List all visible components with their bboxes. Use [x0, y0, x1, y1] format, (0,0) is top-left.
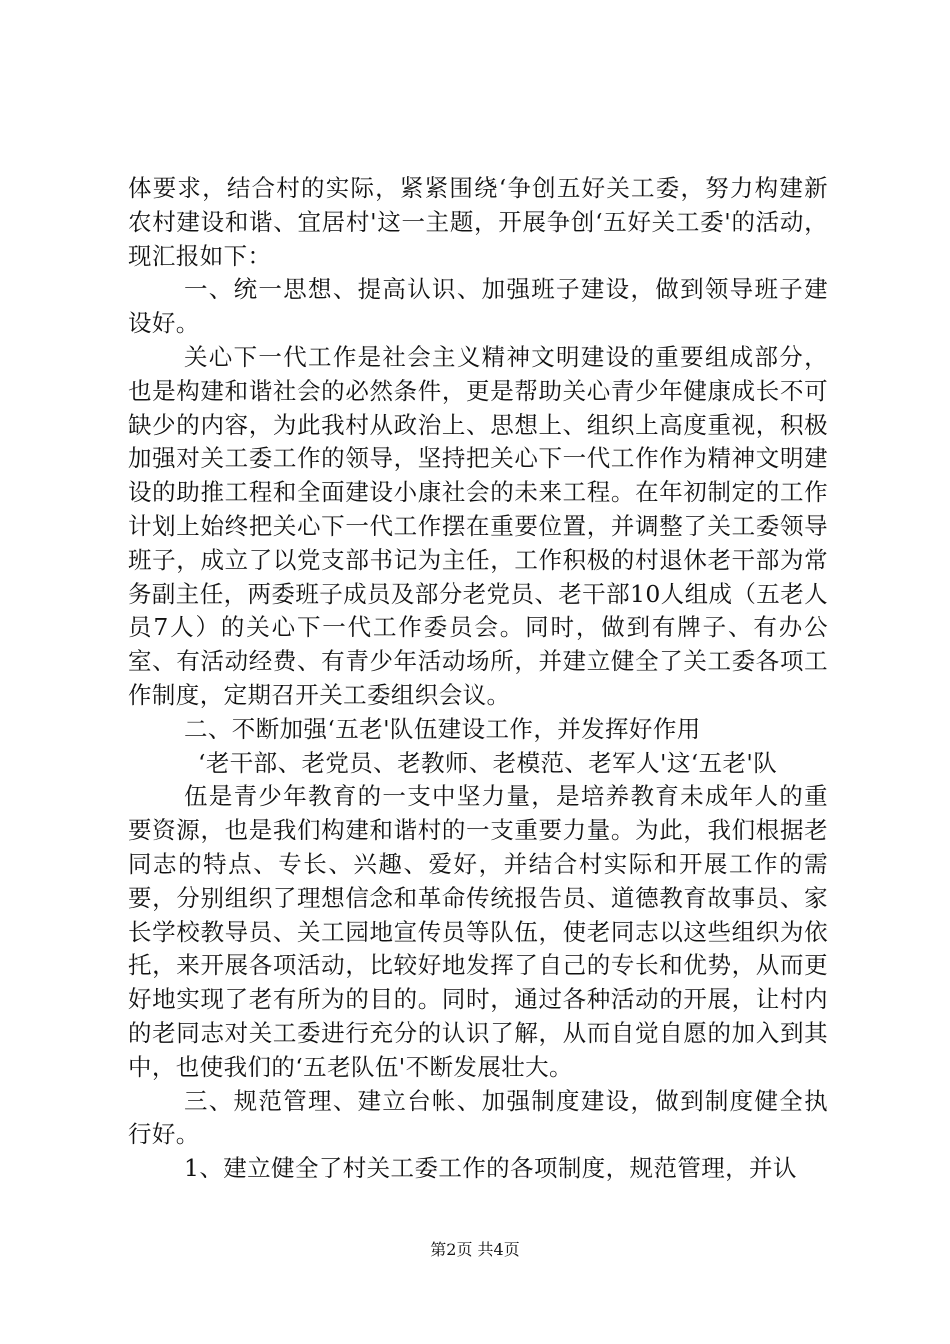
paragraph-section-2-lead: ‘老干部、老党员、老教师、老模范、老军人'这‘五老'队: [198, 748, 778, 777]
page-number-footer: 第2页 共4页: [430, 1240, 520, 1259]
paragraph-intro-continuation: 体要求，结合村的实际，紧紧围绕‘争创五好关工委，努力构建新农村建设和谐、宜居村'这一主题，开展争创‘五好关工委'的活动，现汇报如下：: [128, 174, 828, 270]
section-heading-2: 二、不断加强‘五老'队伍建设工作，并发挥好作用: [184, 714, 701, 743]
paragraph-section-1-body: 关心下一代工作是社会主义精神文明建设的重要组成部分，也是构建和谐社会的必然条件，更是帮助关心青少年健康成长不可缺少的内容，为此我村从政治上、思想上、组织上高度重视，积极加强对关工委工作的领导，坚持把关心下一代工作作为精神文明建设的助推工程和全面建设小康社会的未来工程。在年初制定的工作计划上始终把关心下一代工作摆在重要位置，并调整了关工委领导班子，成立了以党支部书记为主任，工作积极的村退休老干部为常务副主任，两委班子成员及部分老党员、老干部10人组成（五老人员7人）的关心下一代工作委员会。同时，做到有牌子、有办公室、有活动经费、有青少年活动场所，并建立健全了关工委各项工作制度，定期召开关工委组织会议。: [128, 342, 828, 709]
document-body: [128, 172, 828, 1186]
paragraph-section-2-body: 伍是青少年教育的一支中坚力量，是培养教育未成年人的重要资源，也是我们构建和谐村的一支重要力量。为此，我们根据老同志的特点、专长、兴趣、爱好，并结合村实际和开展工作的需要，分别组织了理想信念和革命传统报告员、道德教育故事员、家长学校教导员、关工园地宣传员等队伍，使老同志以这些组织为依托，来开展各项活动，比较好地发挥了自己的专长和优势，从而更好地实现了老有所为的目的。同时，通过各种活动的开展，让村内的老同志对关工委进行充分的认识了解，从而自觉自愿的加入到其中，也使我们的‘五老队伍'不断发展壮大。: [128, 782, 828, 1081]
paragraph-section-3-item-1: 1、建立健全了村关工委工作的各项制度，规范管理，并认: [184, 1154, 797, 1183]
section-heading-3: 三、规范管理、建立台帐、加强制度建设，做到制度健全执行好。: [128, 1086, 828, 1149]
section-heading-1: 一、统一思想、提高认识、加强班子建设，做到领导班子建设好。: [128, 275, 828, 338]
